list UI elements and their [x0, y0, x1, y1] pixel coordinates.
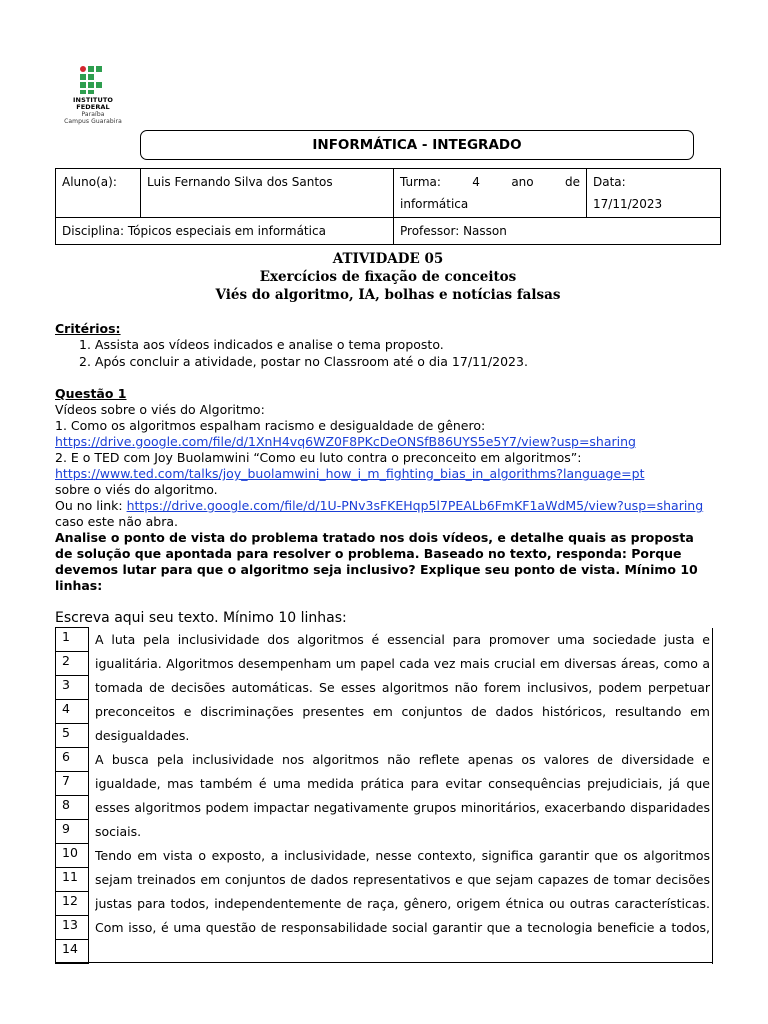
line-number: 1 — [56, 628, 89, 652]
criteria-item: 2. Após concluir a atividade, postar no Classroom até o dia 17/11/2023. — [79, 354, 528, 369]
line-number: 9 — [56, 820, 89, 844]
alt-link-prefix: Ou no link: — [55, 498, 127, 513]
answer-line: Tendo em vista o exposto, a inclusividade, nesse contexto, significa garantir que os algoritmos — [95, 847, 710, 863]
answer-table — [55, 627, 713, 964]
question-prompt-line: de solução que apontada para resolver o problema. Baseado no texto, responda: Porque — [55, 546, 682, 561]
logo-line-4: Campus Guarabira — [64, 118, 122, 125]
line-number: 12 — [56, 892, 89, 916]
turma-word: ano — [511, 175, 534, 189]
line-number: 6 — [56, 748, 89, 772]
alt-link-note: caso este não abra. — [55, 514, 179, 529]
answer-line: A luta pela inclusividade dos algoritmos é essencial para promover uma sociedade justa e — [95, 631, 710, 647]
answer-line: Com isso, é uma questão de responsabilidade social garantir que a tecnologia beneficie a todos, — [95, 919, 710, 935]
video-2-link[interactable]: https://www.ted.com/talks/joy_buolamwini_how_i_m_fighting_bias_in_algorithms?language=pt — [55, 466, 645, 481]
question-intro: Vídeos sobre o viés do Algoritmo: — [55, 402, 265, 417]
question-title: Questão 1 — [55, 386, 127, 401]
line-number: 5 — [56, 724, 89, 748]
answer-table-bottom — [55, 962, 713, 963]
video-1-link[interactable]: https://drive.google.com/file/d/1XnH4vq6WZ0F8PKcDeONSfB86UYS5e5Y7/view?usp=sharing — [55, 434, 636, 449]
logo-line-2: FEDERAL — [76, 103, 110, 111]
criteria-item: 1. Assista aos vídeos indicados e analise o tema proposto. — [79, 337, 444, 352]
logo-line-1: INSTITUTO — [73, 96, 113, 104]
professor-cell: Professor: Nasson — [394, 218, 721, 245]
student-info-table — [55, 168, 721, 245]
video-2-note: sobre o viés do algoritmo. — [55, 482, 218, 497]
line-number: 3 — [56, 676, 89, 700]
answer-line: sejam treinados em conjuntos de dados representativos e que sejam capazes de tomar decisões — [95, 871, 710, 887]
line-number: 8 — [56, 796, 89, 820]
activity-subtitle: Exercícios de fixação de conceitos — [259, 269, 517, 285]
page-title: INFORMÁTICA - INTEGRADO — [140, 130, 694, 160]
video-alt-link[interactable]: https://drive.google.com/file/d/1U-PNv3sFKEHqp5l7PEALb6FmKF1aWdM5/view?usp=sharing — [126, 498, 704, 513]
disciplina-cell: Disciplina: Tópicos especiais em informática — [56, 218, 394, 245]
turma-line-2: informática — [400, 197, 469, 211]
answer-line: A busca pela inclusividade nos algoritmos não reflete apenas os valores de diversidade e — [95, 751, 710, 767]
line-number: 13 — [56, 916, 89, 940]
answer-line: sociais. — [95, 823, 142, 839]
data-value: 17/11/2023 — [593, 197, 663, 211]
activity-number: ATIVIDADE 05 — [332, 251, 444, 267]
answer-instruction: Escreva aqui seu texto. Mínimo 10 linhas: — [55, 610, 347, 626]
line-number: 2 — [56, 652, 89, 676]
logo-line-3: Paraíba — [81, 111, 105, 118]
alt-link-line — [55, 498, 703, 514]
question-prompt-line: devemos lutar para que o algoritmo seja inclusivo? Explique seu ponto de vista. Mínimo 10 — [55, 562, 698, 577]
data-cell — [587, 169, 721, 218]
line-number: 7 — [56, 772, 89, 796]
institution-logo — [62, 64, 124, 130]
data-label: Data: — [593, 175, 626, 189]
turma-word: Turma: — [400, 175, 441, 189]
line-number: 11 — [56, 868, 89, 892]
answer-line: igualdade, mas também é uma medida prática para evitar consequências prejudiciais, já que — [95, 775, 710, 791]
answer-line: igualitária. Algoritmos desempenham um papel cada vez mais crucial em diversas áreas, como a — [95, 655, 710, 671]
line-number: 4 — [56, 700, 89, 724]
criteria-title: Critérios: — [55, 321, 121, 336]
turma-word: 4 — [472, 175, 480, 189]
aluno-label: Aluno(a): — [56, 169, 141, 218]
answer-line: justas para todos, independentemente de raça, gênero, origem étnica ou outras características. — [95, 895, 710, 911]
activity-topic: Viés do algoritmo, IA, bolhas e notícias falsas — [215, 287, 561, 303]
answer-text — [89, 628, 713, 964]
video-1-description: 1. Como os algoritmos espalham racismo e desigualdade de gênero: — [55, 418, 486, 433]
line-number: 14 — [56, 940, 89, 964]
question-prompt-line: linhas: — [55, 578, 103, 593]
turma-word: de — [565, 175, 580, 189]
answer-line: tomada de decisões automáticas. Se esses algoritmos não forem inclusivos, podem perpetuar — [95, 679, 710, 695]
logo-mark-icon — [80, 66, 102, 94]
answer-line: preconceitos e discriminações presentes em conjuntos de dados históricos, resultando em — [95, 703, 710, 719]
answer-line: esses algoritmos podem impactar negativamente grupos minoritários, exacerbando disparidades — [95, 799, 710, 815]
video-2-description: 2. E o TED com Joy Buolamwini “Como eu luto contra o preconceito em algoritmos”: — [55, 450, 582, 465]
question-prompt-line: Analise o ponto de vista do problema tratado nos dois vídeos, e detalhe quais as proposta — [55, 530, 694, 545]
line-number: 10 — [56, 844, 89, 868]
turma-cell — [394, 169, 587, 218]
aluno-value: Luis Fernando Silva dos Santos — [141, 169, 394, 218]
answer-line: desigualdades. — [95, 727, 190, 743]
